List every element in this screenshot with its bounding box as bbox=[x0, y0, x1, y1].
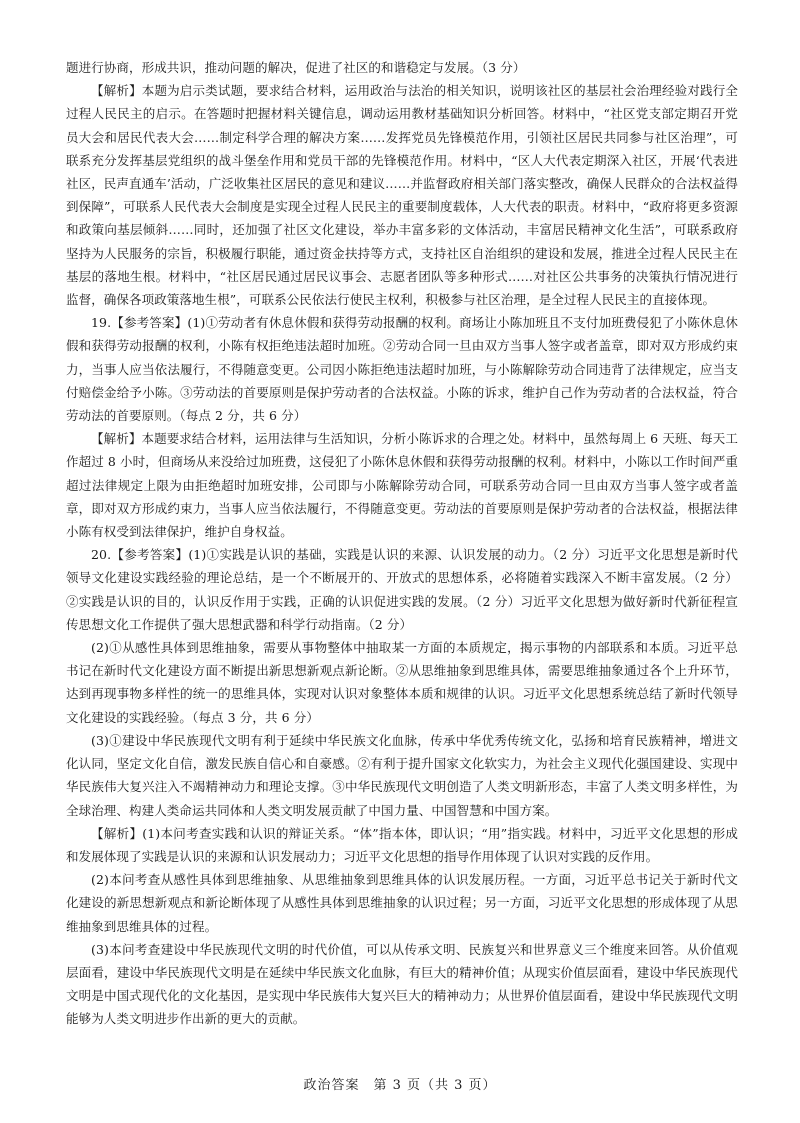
paragraph-20-answer-2: (2)①从感性具体到思维抽象，需要从事物整体中抽取某一方面的本质规定，揭示事物的内部联系和本质。习近平总书记在新时代文化建设方面不断提出新思想新观点新论断。②从思维抽象到思维具体，需要思维抽象通过各个上升环节，达到再现事物多样性的统一的思维具体，实现对认识对象整体本质和规律的认识。习近平文化思想系统总结了新时代领导文化建设的实践经验。（每点 3 分，共 6 分） bbox=[66, 640, 738, 725]
paragraph-20-analysis-3: (3)本问考查建设中华民族现代文明的时代价值，可以从传承文明、民族复兴和世界意义三个维度来回答。从价值观层面看，建设中华民族现代文明是在延续中华民族文化血脉，有巨大的精神价值；从现实价值层面看，建设中华民族现代文明是中国式现代化的文化基因，是实现中华民族伟大复兴巨大的精神动力；从世界价值层面看，建设中华民族现代文明能够为人类文明进步作出新的更大的贡献。 bbox=[66, 941, 738, 1027]
page-footer: 政治答案 第 3 页（共 3 页） bbox=[303, 1078, 497, 1093]
paragraph-20-answer-3: (3)①建设中华民族现代文明有利于延续中华民族文化血脉，传承中华优秀传统文化，弘扬和培育民族精神，增进文化认同，坚定文化自信，激发民族自信心和自豪感。②有利于提升国家文化软实力，为社会主义现代化强国建设、实现中华民族伟大复兴注入不竭精神动力和理论支撑。③中华民族现代文明创造了人类文明新形态，丰富了人类文明多样性，为全球治理、构建人类命运共同体和人类文明发展贡献了中国力量、中国智慧和中国方案。 bbox=[66, 732, 738, 818]
paragraph-20-answer-1: 20.【参考答案】(1)①实践是认识的基础，实践是认识的来源、认识发展的动力。（2 分）习近平文化思想是新时代领导文化建设实践经验的理论总结，是一个不断展开的、开放式的思想体系，必将随着实践深入不断丰富发展。（2 分）②实践是认识的目的，认识反作用于实践，正确的认识促进实践的发展。（2 分）习近平文化思想为做好新时代新征程宣传思想文化工作提供了强大思想武器和科学行动指南。（2 分） bbox=[66, 547, 739, 632]
answer-page-body bbox=[66, 56, 738, 1031]
paragraph-18-answer-tail: 题进行协商，形成共识，推动问题的解决，促进了社区的和谐稳定与发展。（3 分） bbox=[66, 60, 526, 75]
paragraph-20-analysis-1: 【解析】(1)本问考查实践和认识的辩证关系。“体”指本体，即认识；“用”指实践。材料中，习近平文化思想的形成和发展体现了实践是认识的来源和认识发展动力；习近平文化思想的指导作用体现了认识对实践的反作用。 bbox=[66, 825, 738, 864]
paragraph-19-analysis: 【解析】本题要求结合材料，运用法律与生活知识，分析小陈诉求的合理之处。材料中，虽然每周上 6 天班、每天工作超过 8 小时，但商场从来没给过加班费，这侵犯了小陈休息休假和获得劳动报酬的权利。材料中，小陈以工作时间严重超过法律规定上限为由拒绝超时加班安排，公司即与小陈解除劳动合同，可联系劳动合同一旦由双方当事人签字或者盖章，即对双方形成约束力，当事人应当依法履行，不得随意变更。劳动法的首要原则是保护劳动者的合法权益，根据法律小陈有权受到法律保护，维护自身权益。 bbox=[66, 431, 738, 540]
paragraph-18-analysis: 【解析】本题为启示类试题，要求结合材料，运用政治与法治的相关知识，说明该社区的基层社会治理经验对践行全过程人民民主的启示。在答题时把握材料关键信息，调动运用教材基础知识分析回答。材料中，“社区党支部定期召开党员大会和居民代表大会……制定科学合理的解决方案……发挥党员先锋模范作用，引领社区居民共同参与社区治理”，可联系充分发挥基层党组织的战斗堡垒作用和党员干部的先锋模范作用。材料中，“区人大代表定期深入社区，开展‘代表进社区，民声直通车’活动，广泛收集社区居民的意见和建议……并监督政府相关部门落实整改，确保人民群众的合法权益得到保障”，可联系人民代表大会制度是实现全过程人民民主的重要制度载体，人大代表的职责。材料中，“政府将更多资源和政策向基层倾斜……同时，还加强了社区文化建设，举办丰富多彩的文体活动，丰富居民精神文化生活”，可联系政府坚持为人民服务的宗旨，积极履行职能，通过资金扶持等方式，支持社区自治组织的建设和发展，推进全过程人民民主在基层的落地生根。材料中，“社区居民通过居民议事会、志愿者团队等多种形式……对社区公共事务的决策执行情况进行监督，确保各项政策落地生根”，可联系公民依法行使民主权利，积极参与社区治理，是全过程人民民主的直接体现。 bbox=[66, 83, 738, 308]
paragraph-19-answer: 19.【参考答案】(1)①劳动者有休息休假和获得劳动报酬的权利。商场让小陈加班且不支付加班费侵犯了小陈休息休假和获得劳动报酬的权利，小陈有权拒绝违法超时加班。②劳动合同一旦由双方当事人签字或者盖章，即对双方形成约束力，当事人应当依法履行，不得随意变更。公司因小陈拒绝违法超时加班，与小陈解除劳动合同违背了法律规定，应当支付赔偿金给予小陈。③劳动法的首要原则是保护劳动者的合法权益。小陈的诉求，维护自己作为劳动者的合法权益，符合劳动法的首要原则。（每点 2 分，共 6 分） bbox=[66, 315, 738, 424]
paragraph-20-analysis-2: (2)本问考查从感性具体到思维抽象、从思维抽象到思维具体的认识发展历程。一方面，习近平总书记关于新时代文化建设的新思想新观点和新论断体现了从感性具体到思维抽象的认识过程；另一方面，习近平文化思想的形成体现了从思维抽象到思维具体的过程。 bbox=[66, 872, 738, 934]
